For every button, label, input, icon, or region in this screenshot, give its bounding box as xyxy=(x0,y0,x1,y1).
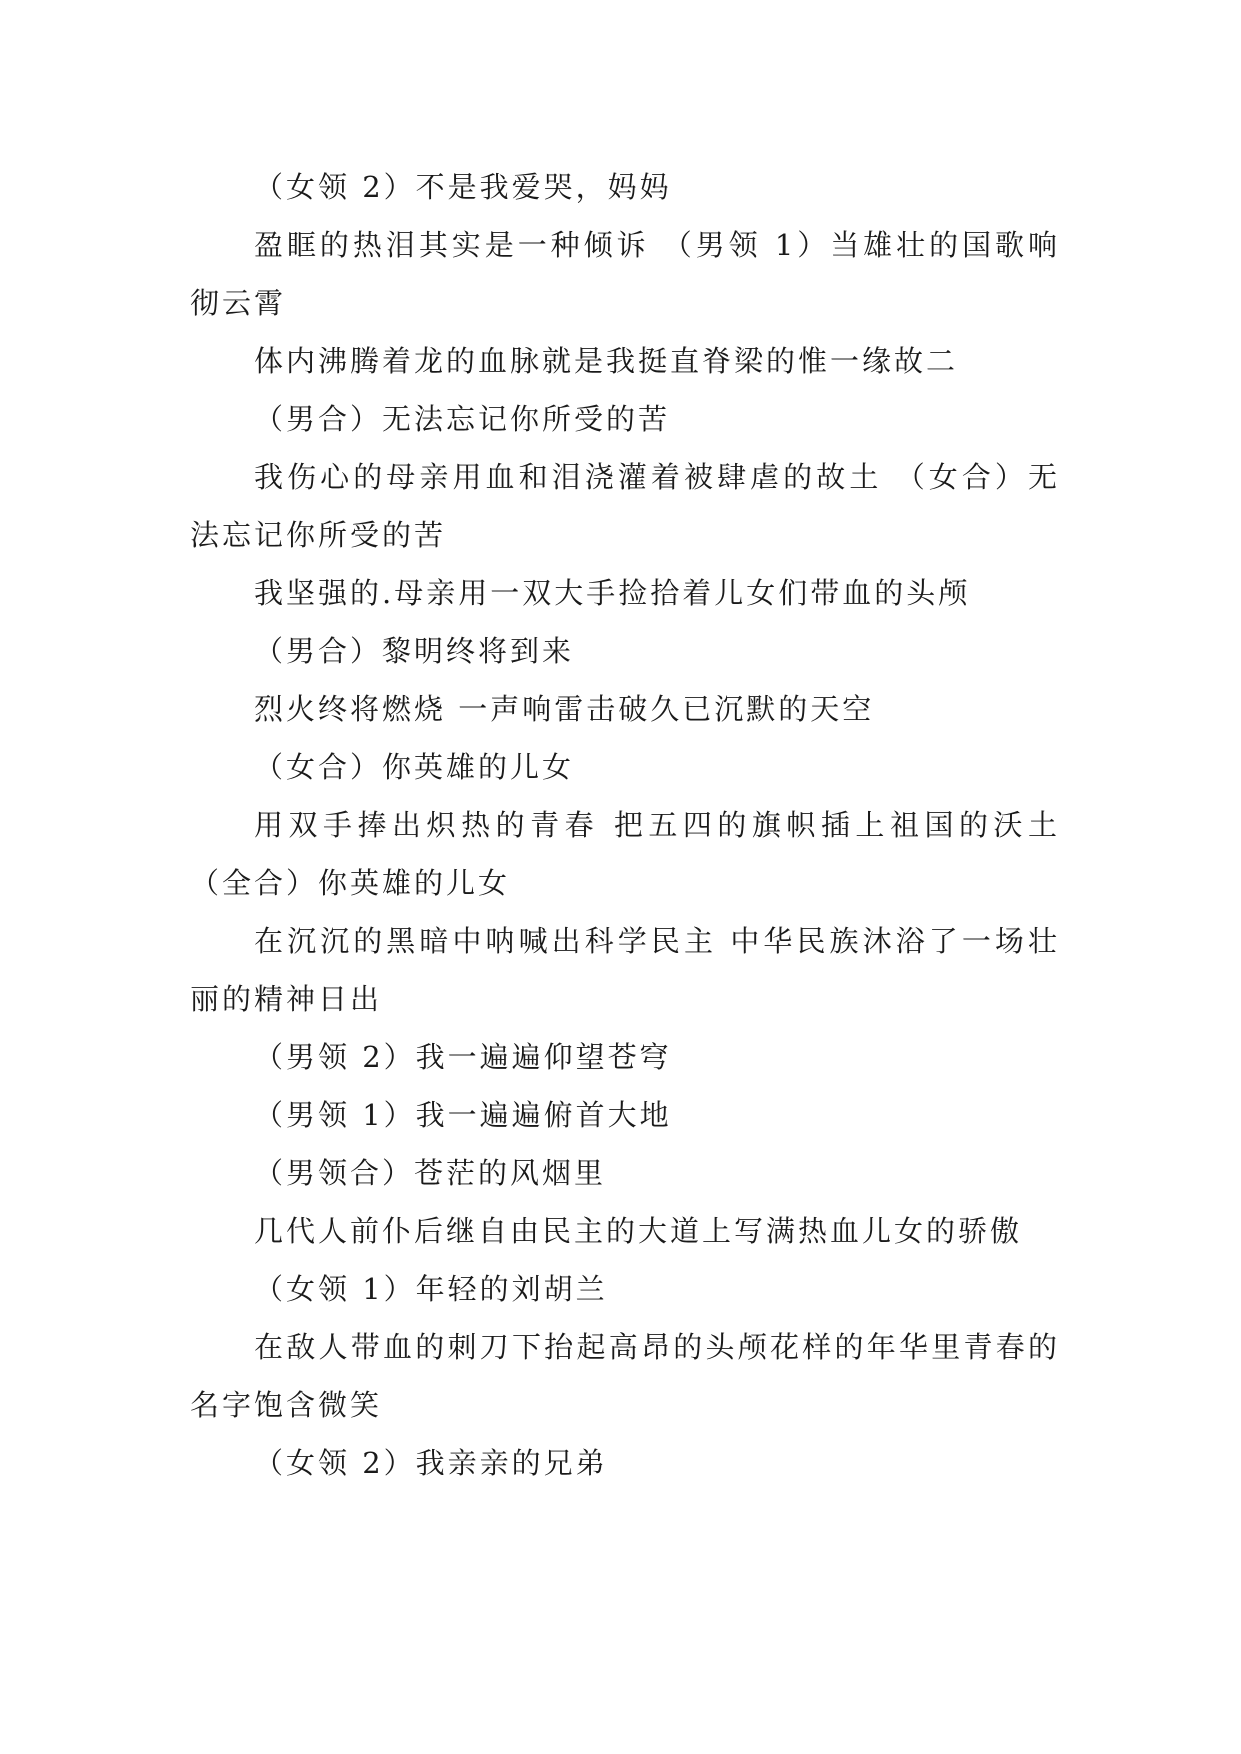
paragraph: 在敌人带血的刺刀下抬起高昂的头颅花样的年华里青春的名字饱含微笑 xyxy=(190,1330,1060,1422)
paragraph: 用双手捧出炽热的青春 把五四的旗帜插上祖国的沃土 （全合）你英雄的儿女 xyxy=(190,808,1060,900)
paragraph: 在沉沉的黑暗中呐喊出科学民主 中华民族沐浴了一场壮丽的精神日出 xyxy=(190,924,1060,1016)
paragraph: （女领 1）年轻的刘胡兰 xyxy=(254,1272,608,1306)
paragraph: 我伤心的母亲用血和泪浇灌着被肆虐的故土 （女合）无法忘记你所受的苦 xyxy=(190,460,1060,552)
paragraph: 体内沸腾着龙的血脉就是我挺直脊梁的惟一缘故二 xyxy=(254,344,959,378)
paragraph: 烈火终将燃烧 一声响雷击破久已沉默的天空 xyxy=(254,692,875,726)
paragraph: （男领 1）我一遍遍俯首大地 xyxy=(254,1098,672,1132)
paragraph: 我坚强的.母亲用一双大手捡拾着儿女们带血的头颅 xyxy=(254,576,971,610)
paragraph: 几代人前仆后继自由民主的大道上写满热血儿女的骄傲 xyxy=(254,1214,1023,1248)
paragraph: （女领 2）不是我爱哭，妈妈 xyxy=(254,170,672,204)
paragraph: （男合）无法忘记你所受的苦 xyxy=(254,402,671,436)
paragraph: （男领 2）我一遍遍仰望苍穹 xyxy=(254,1040,672,1074)
document-body xyxy=(190,158,1060,1492)
paragraph: （女领 2）我亲亲的兄弟 xyxy=(254,1446,608,1480)
paragraph: （男合）黎明终将到来 xyxy=(254,634,575,668)
paragraph: 盈眶的热泪其实是一种倾诉 （男领 1）当雄壮的国歌响彻云霄 xyxy=(190,228,1060,320)
paragraph: （女合）你英雄的儿女 xyxy=(254,750,575,784)
paragraph: （男领合）苍茫的风烟里 xyxy=(254,1156,607,1190)
